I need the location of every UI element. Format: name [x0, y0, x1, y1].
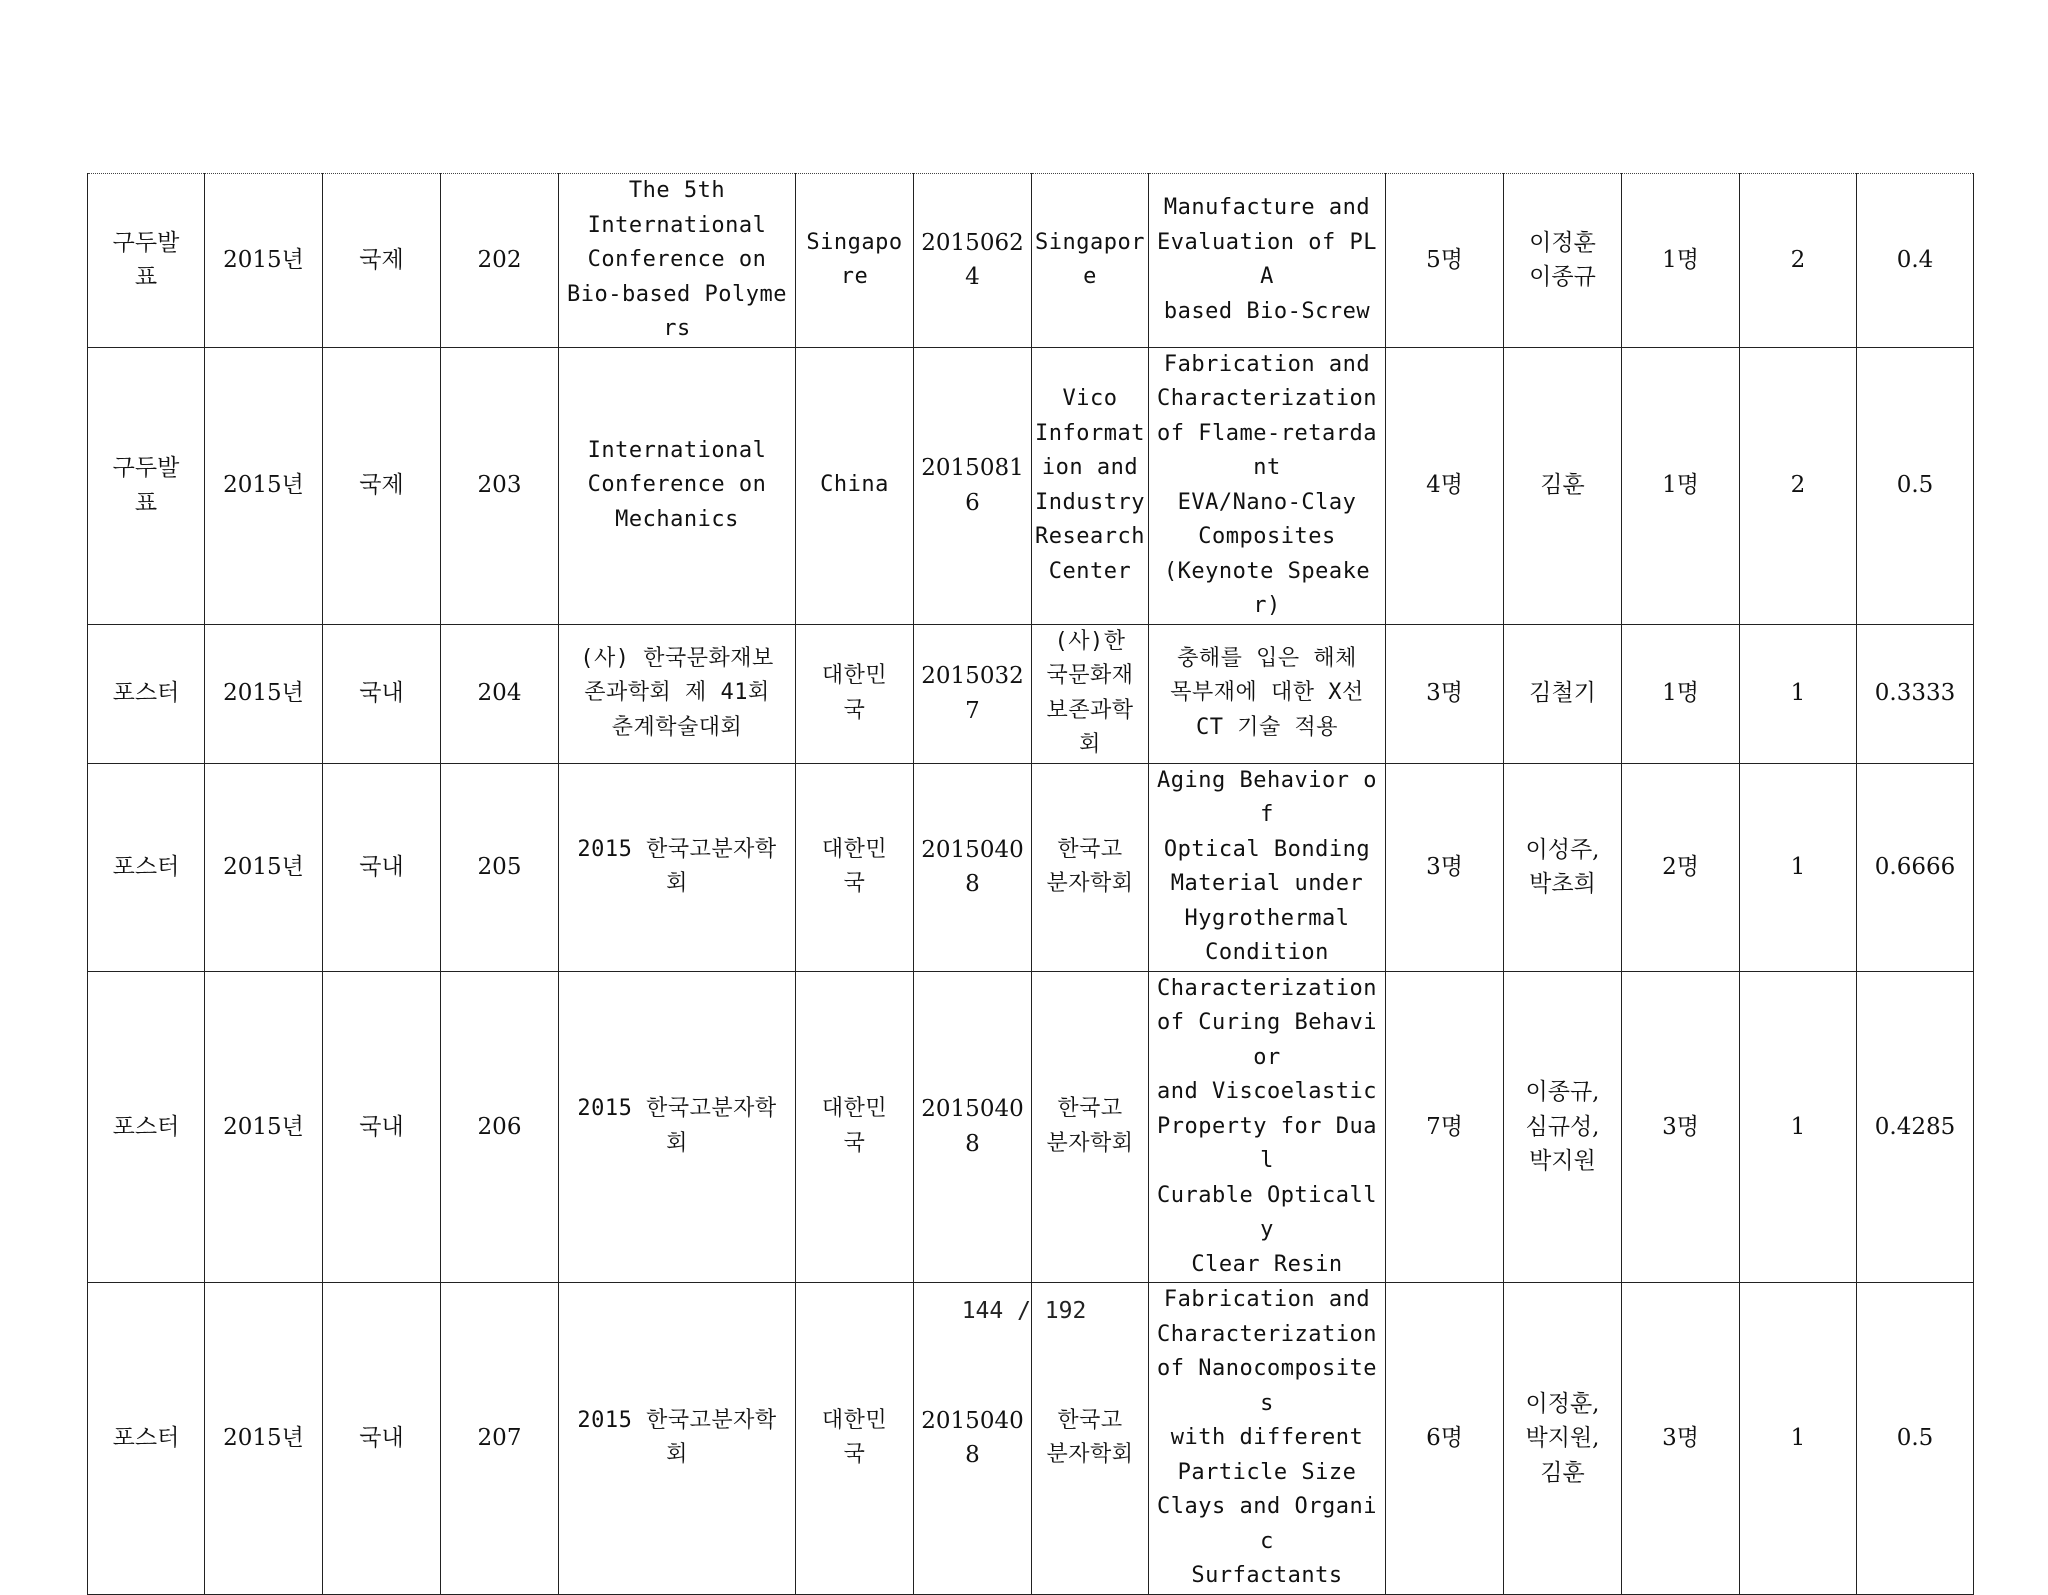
cell-ratio: 0.3333: [1857, 624, 1974, 763]
cell-score: 1: [1740, 1283, 1857, 1595]
cell-venue: 한국고 분자학회: [1032, 763, 1149, 971]
cell-number: 203: [441, 347, 559, 624]
cell-conference: (사) 한국문화재보 존과학회 제 41회 춘계학술대회: [559, 624, 796, 763]
table-row: [88, 624, 1974, 763]
cell-participants: 김훈: [1504, 347, 1622, 624]
cell-ratio: 0.6666: [1857, 763, 1974, 971]
cell-scope: 국내: [323, 763, 441, 971]
cell-venue: (사)한 국문화재 보존과학 회: [1032, 624, 1149, 763]
cell-date: 20150408: [914, 763, 1032, 971]
cell-date: 20150624: [914, 174, 1032, 348]
cell-ratio: 0.4: [1857, 174, 1974, 348]
cell-participant-count: 1명: [1622, 174, 1740, 348]
cell-type: 포스터: [88, 1283, 205, 1595]
cell-conference: 2015 한국고분자학 회: [559, 763, 796, 971]
cell-scope: 국내: [323, 624, 441, 763]
cell-scope: 국제: [323, 347, 441, 624]
cell-title: 충해를 입은 해체 목부재에 대한 X선 CT 기술 적용: [1149, 624, 1386, 763]
cell-type: 포스터: [88, 971, 205, 1283]
cell-score: 1: [1740, 624, 1857, 763]
cell-title: Fabrication and Characterization of Flame-retardant EVA/Nano-Clay Composites (Keynote Speaker): [1149, 347, 1386, 624]
cell-number: 206: [441, 971, 559, 1283]
cell-author-count: 4명: [1386, 347, 1504, 624]
cell-title: Characterization of Curing Behavior and Viscoelastic Property for Dual Curable Optically Clear Resin: [1149, 971, 1386, 1283]
cell-scope: 국제: [323, 174, 441, 348]
cell-conference: 2015 한국고분자학 회: [559, 1283, 796, 1595]
cell-venue: Singapor e: [1032, 174, 1149, 348]
cell-country: Singapo re: [796, 174, 914, 348]
cell-score: 1: [1740, 971, 1857, 1283]
cell-author-count: 5명: [1386, 174, 1504, 348]
cell-country: 대한민 국: [796, 971, 914, 1283]
cell-type: 포스터: [88, 624, 205, 763]
cell-participants: 이성주, 박초희: [1504, 763, 1622, 971]
table-row: [88, 174, 1974, 348]
cell-venue: Vico Informat ion and Industry Research Center: [1032, 347, 1149, 624]
cell-number: 205: [441, 763, 559, 971]
cell-ratio: 0.5: [1857, 1283, 1974, 1595]
table-row: [88, 763, 1974, 971]
cell-author-count: 7명: [1386, 971, 1504, 1283]
cell-type: 구두발 표: [88, 174, 205, 348]
cell-title: Aging Behavior of Optical Bonding Material under Hygrothermal Condition: [1149, 763, 1386, 971]
cell-author-count: 6명: [1386, 1283, 1504, 1595]
cell-type: 구두발 표: [88, 347, 205, 624]
cell-author-count: 3명: [1386, 763, 1504, 971]
page-number: 144 / 192: [961, 1298, 1087, 1324]
cell-year: 2015년: [205, 174, 323, 348]
cell-country: 대한민 국: [796, 624, 914, 763]
cell-type: 포스터: [88, 763, 205, 971]
cell-title: Manufacture and Evaluation of PLA based Bio-Screw: [1149, 174, 1386, 348]
cell-score: 2: [1740, 347, 1857, 624]
table-row: [88, 347, 1974, 624]
table-body: [88, 174, 1974, 1595]
cell-date: 20150816: [914, 347, 1032, 624]
cell-participants: 이정훈, 박지원, 김훈: [1504, 1283, 1622, 1595]
cell-country: China: [796, 347, 914, 624]
cell-author-count: 3명: [1386, 624, 1504, 763]
cell-conference: International Conference on Mechanics: [559, 347, 796, 624]
cell-participants: 이종규, 심규성, 박지원: [1504, 971, 1622, 1283]
cell-ratio: 0.5: [1857, 347, 1974, 624]
cell-year: 2015년: [205, 347, 323, 624]
presentation-table: [87, 173, 1974, 1595]
cell-number: 204: [441, 624, 559, 763]
cell-venue: 한국고 분자학회: [1032, 1283, 1149, 1595]
cell-conference: The 5th International Conference on Bio-based Polymers: [559, 174, 796, 348]
table-row: [88, 1283, 1974, 1595]
cell-year: 2015년: [205, 971, 323, 1283]
cell-participant-count: 2명: [1622, 763, 1740, 971]
cell-participant-count: 3명: [1622, 971, 1740, 1283]
cell-participant-count: 1명: [1622, 624, 1740, 763]
cell-participant-count: 3명: [1622, 1283, 1740, 1595]
cell-scope: 국내: [323, 971, 441, 1283]
cell-year: 2015년: [205, 1283, 323, 1595]
cell-number: 202: [441, 174, 559, 348]
cell-participant-count: 1명: [1622, 347, 1740, 624]
cell-score: 2: [1740, 174, 1857, 348]
cell-participants: 이정훈 이종규: [1504, 174, 1622, 348]
table-row: [88, 971, 1974, 1283]
cell-year: 2015년: [205, 624, 323, 763]
cell-country: 대한민 국: [796, 1283, 914, 1595]
cell-score: 1: [1740, 763, 1857, 971]
cell-date: 20150408: [914, 1283, 1032, 1595]
cell-year: 2015년: [205, 763, 323, 971]
cell-ratio: 0.4285: [1857, 971, 1974, 1283]
cell-venue: 한국고 분자학회: [1032, 971, 1149, 1283]
cell-conference: 2015 한국고분자학 회: [559, 971, 796, 1283]
cell-title: Fabrication and Characterization of Nanocomposites with different Particle Size Clays and Organic Surfactants: [1149, 1283, 1386, 1595]
cell-date: 20150408: [914, 971, 1032, 1283]
cell-scope: 국내: [323, 1283, 441, 1595]
cell-date: 20150327: [914, 624, 1032, 763]
cell-country: 대한민 국: [796, 763, 914, 971]
cell-participants: 김철기: [1504, 624, 1622, 763]
cell-number: 207: [441, 1283, 559, 1595]
